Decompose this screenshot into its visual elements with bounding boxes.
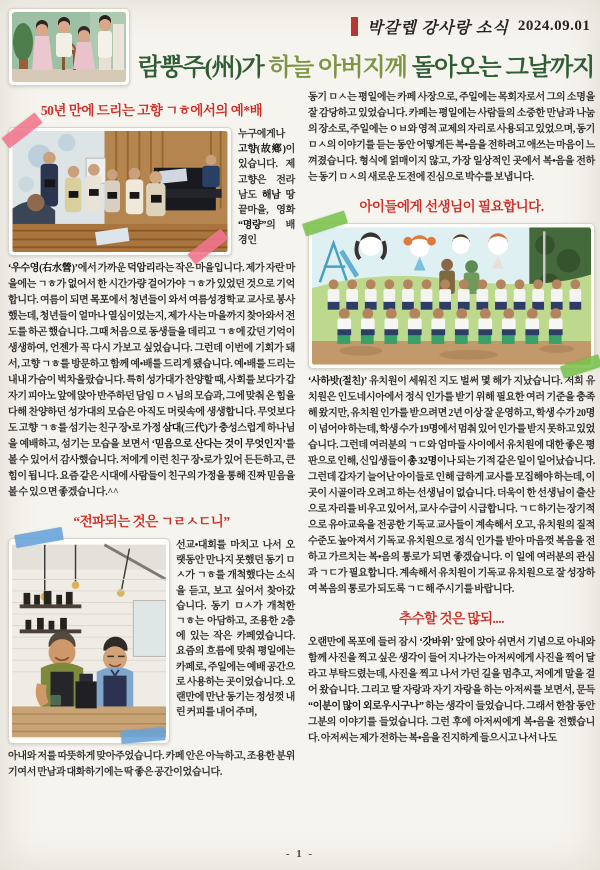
- page-title-seg2: 하늘 아버지께: [268, 55, 407, 81]
- masthead-red-bar-icon: [351, 17, 358, 36]
- family-portrait-photo: [8, 8, 130, 86]
- right-column: [308, 90, 595, 786]
- page-number: - 1 -: [285, 848, 315, 860]
- paragraph-hometown-intro: 누구에게나 고향(故鄕)이 있습니다. 제 고향은 전라남도 해남 땅끝마을, 영화 “명량”의 배경인: [238, 129, 295, 247]
- cafe-photo: [8, 538, 170, 744]
- family-portrait-illustration: [12, 12, 126, 82]
- choir-photo-row: [8, 127, 295, 256]
- paragraph-cafe-welcome: 아내와 저를 따뜻하게 맞아주었습니다. 카페 안은 아늑하고, 조용한 분위기여서 만남과 대화하기에는 딱 좋은 공간이었습니다.: [8, 751, 295, 778]
- section-heading-harvest: 추수할 것은 많되....: [398, 611, 505, 626]
- kindergarten-photo: [308, 223, 595, 369]
- paragraph-hometown-story: ‘우수영(右水營)’에서 가까운 덕암리라는 작은 마을입니다. 제가 자란 마을에는 ㄱㅎ가 없어서 한 시간가량 걸어가야 ㄱㅎ가 있었던 것으로 기억합니다. 여름이 되면 목포에서 청년들이 와서 여름성경학교 교사로 봉사했는데, 청년들이 얼마나 열심이었는지, 제가 사는 마을까지 찾아와서 전도를 하곤 했습니다. 그때 처음으로 동생들을 데리고 ㄱㅎ에 갔던 기억이 생생하여, 언젠가 꼭 다시 가보고 싶었습니다. 그런데 이번에 기회가 돼서, 고향 ㄱㅎ를 방문하고 함께 예•배를 드리게 됐습니다. 예•배를 드리는 내내 가슴이 벅차올랐습니다. 특히 성가대가 찬양할 때, 사회를 보다가 갑자기 피아노 앞에 앉아 반주하던 담임 ㅁㅅ님의 모습과, 그에 맞춰 온 힘을 다해 찬양하던 성가대의 모습은 아직도 머릿속에 생생합니다. 무엇보다도 고향 ㄱㅎ를 섬기는 친구 장•로 가정 삼대(三代)가 충성스럽게 하나님을 예배하고, 섬기는 모습을 보면서 ‘믿음으로 산다는 것이 무엇인지’를 볼 수 있어서 감사했습니다. 저에게 이런 친구 장•로가 있어 든든하고, 큰 힘이 됩니다. 요즘 같은 시대에 사람들이 친구의 가정을 통해 진짜 믿음을 볼 수 있으면 좋겠습니다.^^: [8, 263, 296, 498]
- page-title-seg1: 람뿡주(州)가: [138, 55, 269, 81]
- page-title: [138, 47, 594, 82]
- left-column: [8, 90, 295, 786]
- masthead-title: 박갈렙 강사랑 소식: [367, 20, 509, 37]
- cafe-two-men-illustration: [12, 542, 166, 740]
- page-title-seg3: 돌아오는 그날까지: [406, 55, 595, 81]
- paragraph-cafe-pastor: 동기 ㅁㅅ는 평일에는 카페 사장으로, 주일에는 목회자로서 그의 소명을 잘 감당하고 있었습니다. 카페는 평일에는 사람들의 소중한 만남과 나눔의 장소로, 주일에는 ㅇㅂ와 영적 교제의 자리로 사용되고 있었으며, 동기 ㅁㅅ의 이야기를 듣는 동안 어떻게든 복•음을 전하려고 애쓰는 마음이 느껴졌습니다. 형식에 얽매이지 않고, 가장 일상적인 곳에서 복•음을 전하는 동기 ㅁㅅ의 새로운 도전에 진심으로 박수를 보냅니다.: [308, 92, 595, 183]
- section-heading-teachers-needed: 아이들에게 선생님이 필요합니다.: [359, 199, 544, 214]
- columns: [0, 86, 600, 786]
- choir-photo: [8, 127, 232, 256]
- choir-singing-illustration: [12, 131, 228, 252]
- header-right: [130, 8, 594, 86]
- section-heading-hometown-worship: 50년 만에 드리는 고향 ㄱㅎ에서의 예*배: [40, 103, 263, 118]
- kindergarten-class-illustration: [312, 227, 591, 365]
- header: [0, 0, 600, 86]
- cafe-photo-row: [8, 538, 295, 744]
- masthead-date: 2024.09.01: [517, 18, 591, 34]
- masthead: [138, 15, 590, 38]
- paragraph-kindergarten: ‘사하밧(절친)’ 유치원이 세워진 지도 벌써 몇 해가 지났습니다. 저희 유치원은 인도네시아에서 정식 인가를 받기 위해 필요한 여러 기준을 충족해 왔지만, 유치원 인가를 받으려면 2년 이상 잘 운영하고, 학생 수가 20명이 넘어야 하는데, 학생 수가 19명에서 멈춰 있어 인가를 받지 못하고 있었습니다. 그런데 여러분의 ㄱㄷ와 엄마들 사이에서 유치원에 대한 좋은 평판으로 인해, 신입생들이 총 32명이나 되는 기적 같은 일이 일어났습니다. 그런데 갑자기 늘어난 아이들로 인해 급하게 교사를 모집해야 하는데, 이곳이 시골이라 오려고 하는 선생님이 없습니다. 더욱이 한 선생님이 출산으로 자리를 비우고 있어서, 교사 수급이 시급합니다. ㄱㄷ하기는 장기적으로 유아교육을 전공한 기독교 교사들이 계속해서 오고, 유치원의 질적 수준도 높아져서 기독교 유치원으로 정식 인가를 받아 마음껏 복음을 전하고 가르치는 복•음의 통로가 되면 좋겠습니다. 이 일에 여러분의 관심과 ㄱㄷ가 필요합니다. 계속해서 유치원이 기독교 유치원으로 잘 성장하여 복음의 통로가 되도록 ㄱㄷ해 주시기를 바랍니다.: [308, 376, 595, 595]
- section-heading-spread-gospel: “전파되는 것은 ㄱㄹㅅㄷ니”: [73, 514, 230, 529]
- paragraph-cafe-visit: 선교•대회를 마치고 나서 오랫동안 만나지 못했던 동기 ㅁㅅ가 ㄱㅎ를 개척했다는 소식을 듣고, 보고 싶어서 찾아갔습니다. 동기 ㅁㅅ가 개척한 ㄱㅎ는 아담하고, 조용한 2층에 있는 작은 카페였습니다. 요즘의 흐름에 맞춰 평일에는 카페로, 주일에는 예배 공간으로 사용하는 곳이었습니다. 오랜만에 만난 동기는 정성껏 내린 커피를 내어 주며,: [176, 540, 295, 719]
- washi-tape-blue-icon: [121, 727, 166, 744]
- paragraph-gatbawi-story: 오랜만에 목포에 들러 잠시 ‘갓바위’ 앞에 앉아 쉬면서 기념으로 아내와 함께 사진을 찍고 싶은 생각이 들어 지나가는 아저씨에게 사진을 찍어 달라고 부탁드렸는데, 사진을 찍고 나서 가던 길을 멈추고, 저에게 말을 걸어 왔습니다. 그리고 딸 자랑과 자기 자랑을 하는 아저씨를 보면서, 문득 “이분이 많이 외로우시구나” 하는 생각이 들었습니다. 그래서 한참 동안 그분의 이야기를 들었습니다. 그런 후에 아저씨에게 복•음을 전했습니다. 아저씨는 제가 전하는 복•음을 진지하게 들으시고 나서 나도: [308, 637, 595, 744]
